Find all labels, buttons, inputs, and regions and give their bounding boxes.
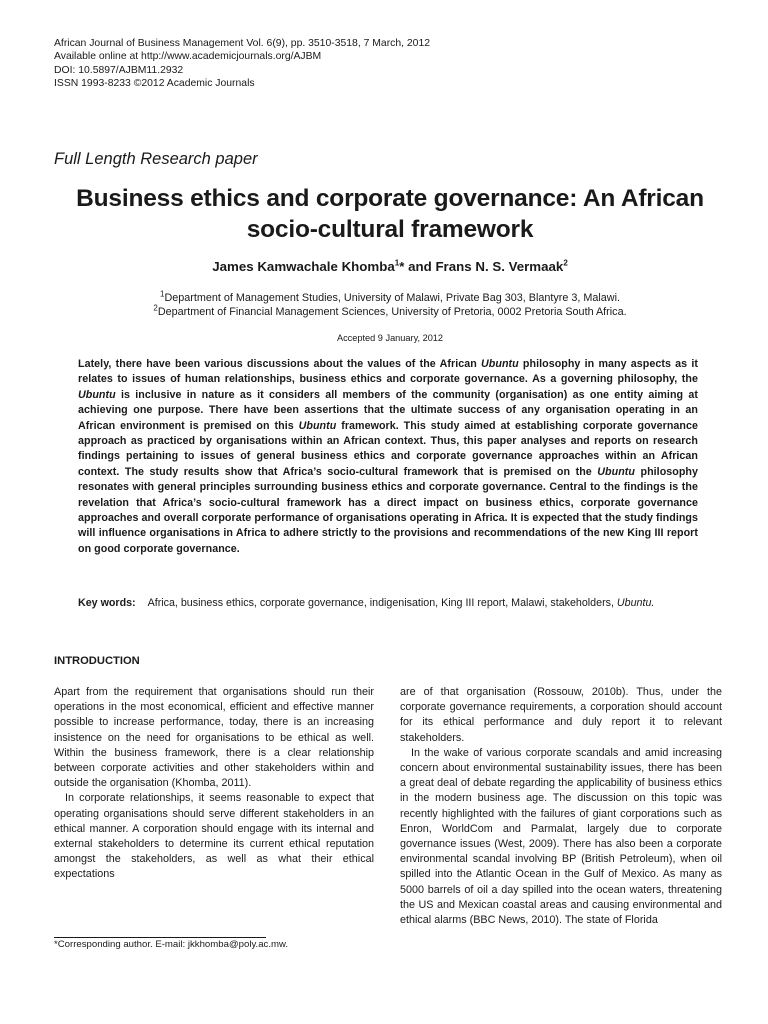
journal-doi: DOI: 10.5897/AJBM11.2932	[54, 64, 184, 76]
section-heading-introduction: INTRODUCTION	[54, 655, 140, 667]
affiliation-2-sup: 2	[153, 303, 158, 313]
title-line-2: socio-cultural framework	[246, 216, 534, 243]
author-1-star: *	[399, 259, 405, 274]
author-2-affil: 2	[563, 258, 568, 268]
footnote-divider	[54, 937, 266, 938]
abstract-text-2: philosophy in many aspects as it relates to issues of human relationships, business ethics and corporate governance. As a governing philosophy, the	[78, 358, 698, 386]
author-joiner: and	[404, 259, 436, 274]
affiliation-1-text: Department of Management Studies, University of Malawi, Private Bag 303, Blantyre 3, Malawi.	[164, 292, 620, 304]
keywords-text: Africa, business ethics, corporate governance, indigenisation, King III report, Malawi, stakeholders,	[147, 597, 617, 609]
left-paragraph-1: Apart from the requirement that organisations should run their operations in the most economical, efficient and effective manner possible to increase performance, today, there is an increasing insistence on the need for organisations to be ethical as well. Within the business framework, there is a clear relationship between corporate activities and other stakeholders within and outside the organisation (Khomba, 2011).	[54, 686, 374, 790]
affiliation-2-text: Department of Financial Management Sciences, University of Pretoria, 0002 Pretoria South Africa.	[157, 306, 627, 319]
right-paragraph-2: In the wake of various corporate scandals and amid increasing concern about environmental sustainability issues, there has been a great deal of debate regarding the applicability of business ethics in the modern business age. The discussion on this topic was recently highlighted with the failures of giant corporations such as Enron, WorldCom and Parmalat, largely due to corporate governance issues (West, 2009). There has also been a corporate environmental scandal involving BP (British Petroleum), when oil spilled into the Atlantic Ocean in the Gulf of Mexico. As many as 5000 barrels of oil a day spilled into the ocean waters, threatening the US and Mexican coastal areas and causing environmental and ethical alarms (BBC News, 2010). The state of Florida	[400, 746, 722, 927]
affiliation-1-sup: 1	[160, 289, 165, 299]
left-column	[54, 685, 374, 883]
journal-info	[54, 37, 430, 91]
author-1: James Kamwachale Khomba	[212, 259, 395, 274]
abstract-text-5: philosophy resonates with general principles surrounding business ethics and corporate governance. Central to the findings is the revelation that Africa’s socio-cultural framework has a direct impact on business ethics, corporate governance approaches and overall corporate performance of organisations operating in Africa. It is expected that the study findings will influence organisations in Africa to adhere strictly to the provisions and recommendations of the new King III report on good corporate governance.	[78, 465, 698, 555]
journal-issn: ISSN 1993-8233 ©2012 Academic Journals	[54, 78, 255, 90]
corresponding-author-footnote: *Corresponding author. E-mail: jkkhomba@poly.ac.mw.	[54, 939, 289, 950]
journal-url: Available online at http://www.academicjournals.org/AJBM	[54, 51, 322, 63]
paper-type: Full Length Research paper	[54, 150, 258, 168]
paper-title	[40, 183, 740, 245]
abstract	[78, 357, 698, 557]
abstract-ubuntu-3: Ubuntu	[298, 419, 337, 432]
abstract-ubuntu-4: Ubuntu	[597, 465, 635, 478]
right-paragraph-1: are of that organisation (Rossouw, 2010b). Thus, under the corporate governance requirements, a corporation should account for its ethical performance and duly report it to relevant stakeholders.	[400, 686, 722, 744]
affiliation-1	[40, 291, 740, 305]
abstract-ubuntu-2: Ubuntu	[78, 388, 116, 401]
left-paragraph-2: In corporate relationships, it seems reasonable to expect that operating organisations should serve different stakeholders in an ethical manner. A corporation should engage with its internal and external stakeholders to determine its current ethical reputation amongst the stakeholders, as well as what their ethical expectations	[54, 792, 374, 881]
abstract-ubuntu-1: Ubuntu	[481, 358, 519, 370]
authors	[40, 259, 740, 274]
abstract-text-4: framework. This study aimed at establishing corporate governance approach as practiced by organisations within an African context. Thus, this paper analyses and reports on research findings pertaining to issues of general business ethics and corporate governance approaches within an African context. The study results show that Africa’s socio-cultural framework that is premised on the	[78, 419, 698, 478]
title-line-1: Business ethics and corporate governance: An African	[76, 185, 704, 212]
right-column	[400, 685, 722, 928]
accepted-date: Accepted 9 January, 2012	[336, 333, 444, 343]
author-2: Frans N. S. Vermaak	[435, 259, 564, 274]
journal-citation: African Journal of Business Management Vol. 6(9), pp. 3510-3518, 7 March, 2012	[54, 38, 431, 49]
affiliation-2	[40, 305, 740, 319]
keywords	[78, 596, 698, 611]
keywords-label: Key words:	[78, 597, 136, 609]
affiliations	[40, 291, 740, 319]
keywords-ubuntu: Ubuntu.	[616, 597, 655, 609]
abstract-text-1: Lately, there have been various discussions about the values of the African	[78, 358, 482, 370]
author-1-affil: 1	[394, 258, 400, 268]
abstract-text-3: is inclusive in nature as it considers all members of the community (organisation) as one entity aiming at achieving one purpose. There have been assertions that the ultimate success of any organisation operating in an African environment is premised on this	[78, 388, 698, 432]
